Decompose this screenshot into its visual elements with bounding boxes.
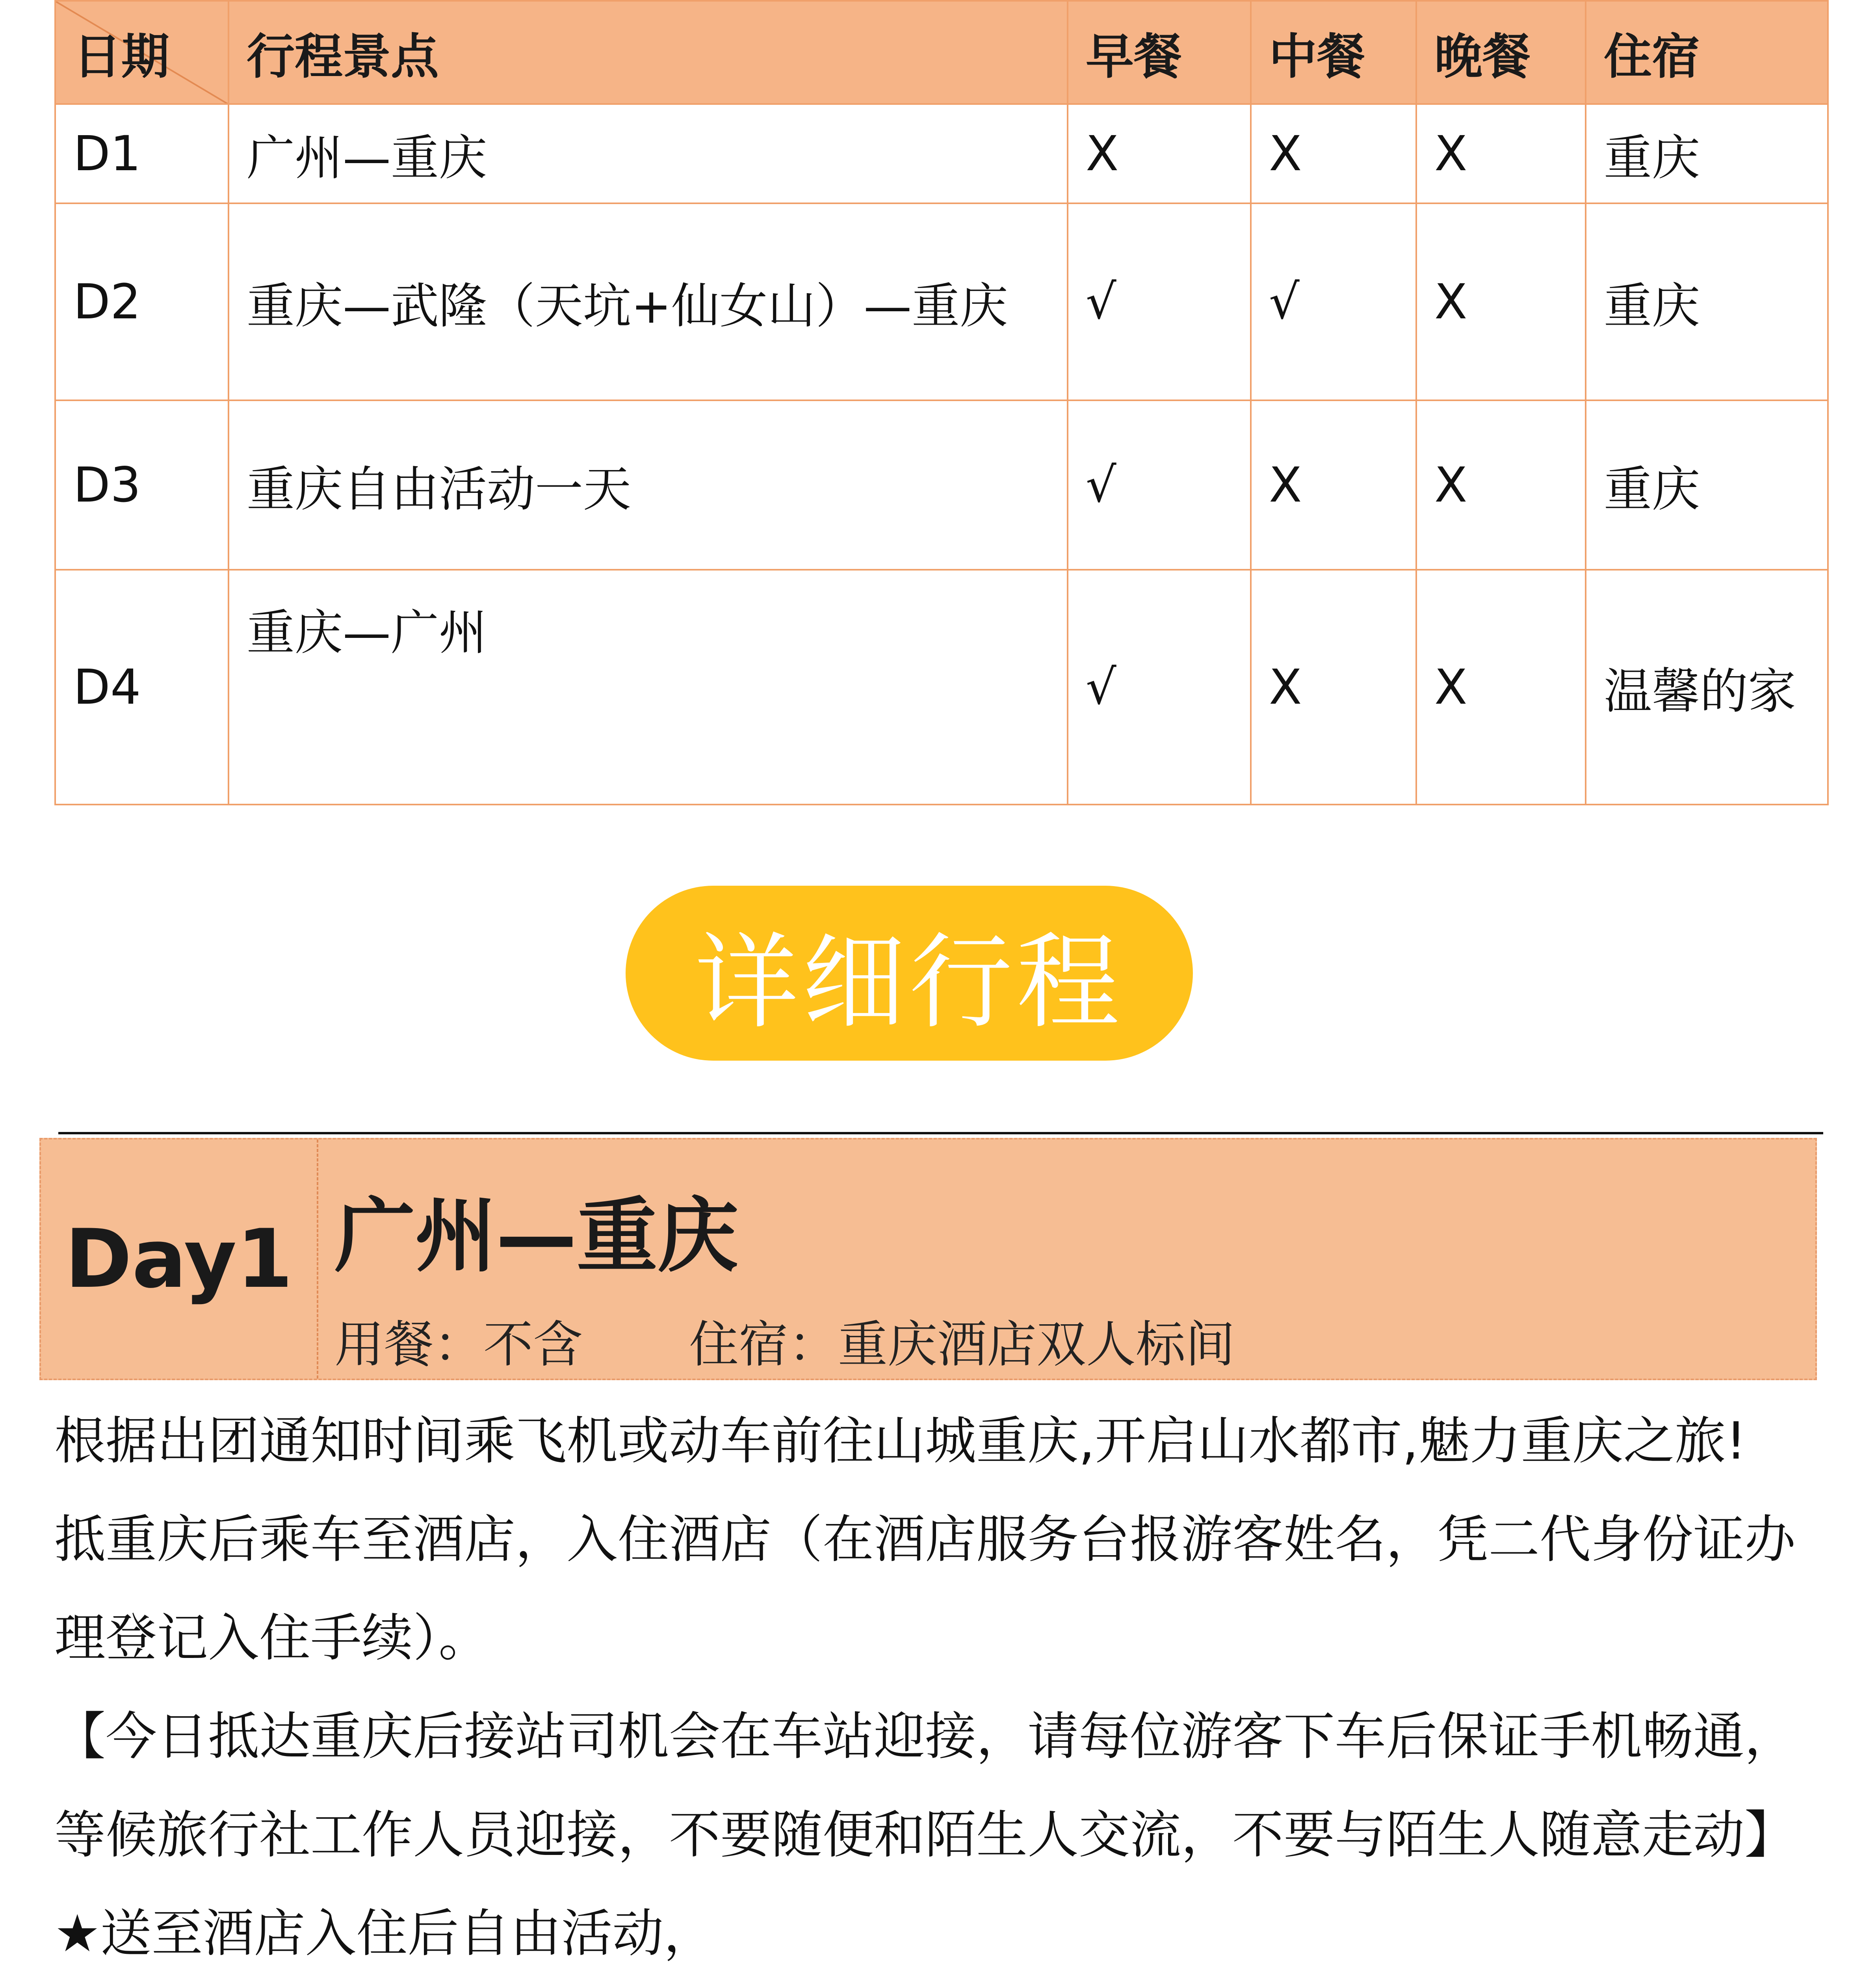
- cell-route: 广州—重庆: [228, 104, 1068, 203]
- cell-day: D2: [55, 203, 228, 400]
- cell-hotel: 重庆: [1586, 400, 1828, 570]
- table-row: [55, 203, 1828, 400]
- cell-lunch: √: [1251, 203, 1416, 400]
- cell-lunch: X: [1251, 104, 1416, 203]
- header-breakfast: 早餐: [1068, 1, 1251, 104]
- cell-hotel: 重庆: [1586, 104, 1828, 203]
- cell-route: 重庆—武隆（天坑+仙女山）—重庆: [228, 203, 1068, 400]
- day1-header: [39, 1138, 1817, 1380]
- cell-breakfast: √: [1068, 400, 1251, 570]
- cell-dinner: X: [1416, 203, 1586, 400]
- paragraph: 根据出团通知时间乘飞机或动车前往山城重庆,开启山水都市,魅力重庆之旅!: [54, 1411, 1746, 1471]
- header-lunch: 中餐: [1251, 1, 1416, 104]
- itinerary-overview-table: [54, 0, 1829, 805]
- paragraph: ★送至酒店入住后自由活动，: [54, 1903, 715, 1963]
- paragraph: 【今日抵达重庆后接站司机会在车站迎接，请每位游客下车后保证手机畅通，等候旅行社工作人员迎接，不要随便和陌生人交流，不要与陌生人随意走动】: [54, 1706, 1796, 1865]
- cell-breakfast: √: [1068, 570, 1251, 805]
- header-route: 行程景点: [228, 1, 1068, 104]
- header-date-label: 日期: [73, 28, 169, 85]
- day-route-title: 广州—重庆: [334, 1189, 738, 1283]
- cell-route: 重庆自由活动一天: [228, 400, 1068, 570]
- cell-lunch: X: [1251, 570, 1416, 805]
- table-header-row: [55, 1, 1828, 104]
- table-row: [55, 104, 1828, 203]
- cell-dinner: X: [1416, 104, 1586, 203]
- cell-breakfast: X: [1068, 104, 1251, 203]
- cell-hotel: 温馨的家: [1586, 570, 1828, 805]
- cell-dinner: X: [1416, 400, 1586, 570]
- cell-route: 重庆—广州: [228, 570, 1068, 805]
- cell-hotel: 重庆: [1586, 203, 1828, 400]
- cell-day: D1: [55, 104, 228, 203]
- day-label: Day1: [65, 1212, 293, 1306]
- cell-dinner: X: [1416, 570, 1586, 805]
- cell-lunch: X: [1251, 400, 1416, 570]
- header-dinner: 晚餐: [1416, 1, 1586, 104]
- detailed-itinerary-title: 详细行程: [626, 886, 1193, 1061]
- day1-description: [54, 1392, 1827, 1970]
- header-hotel: 住宿: [1586, 1, 1828, 104]
- day-header-divider: [317, 1139, 318, 1379]
- day-meals: 用餐：不含: [334, 1316, 583, 1373]
- day-meta: [334, 1305, 1235, 1376]
- cell-breakfast: √: [1068, 203, 1251, 400]
- header-date: [55, 1, 228, 104]
- table-row: [55, 570, 1828, 805]
- divider-line: [58, 1132, 1823, 1134]
- day-hotel: 住宿：重庆酒店双人标间: [689, 1316, 1235, 1373]
- table-row: [55, 400, 1828, 570]
- cell-day: D4: [55, 570, 228, 805]
- paragraph: 抵重庆后乘车至酒店，入住酒店（在酒店服务台报游客姓名，凭二代身份证办理登记入住手续）。: [54, 1509, 1796, 1668]
- cell-day: D3: [55, 400, 228, 570]
